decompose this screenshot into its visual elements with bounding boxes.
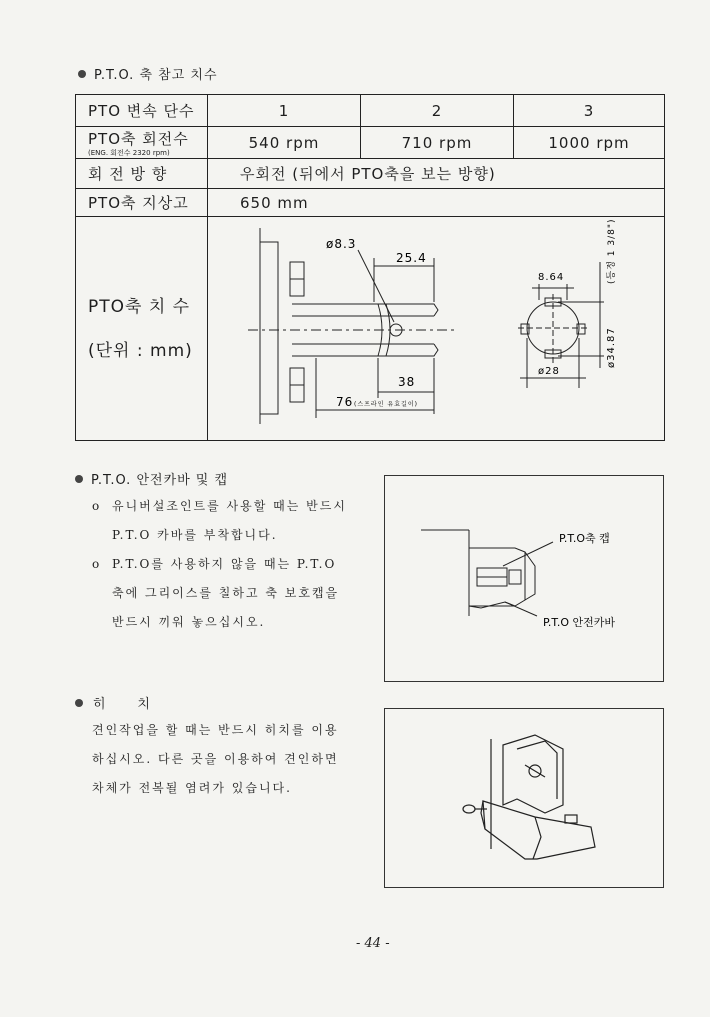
list-line: 유니버설조인트를 사용할 때는 반드시	[112, 499, 347, 513]
dim-25-4: 25.4	[396, 250, 427, 265]
dimensions-unit: (단위 : mm)	[88, 340, 193, 361]
list-line-cont: 축에 그리이스를 칠하고 축 보호캡을	[112, 586, 340, 600]
row-label-rpm	[76, 127, 208, 159]
safety-cover-list	[92, 492, 367, 637]
rpm-sublabel: (ENG. 회전수 2320 rpm)	[88, 149, 170, 157]
paragraph-line: 하십시오. 다른 곳을 이용하여 견인하면	[92, 752, 339, 766]
hitch-illustration	[385, 709, 663, 887]
list-item	[92, 492, 367, 521]
hitch-figure	[384, 708, 664, 888]
bullet-icon	[78, 70, 86, 78]
dim-pin-diameter: ø8.3	[326, 236, 357, 251]
row-label-speed-stages: PTO 변속 단수	[76, 95, 208, 127]
paragraph-line: 견인작업을 할 때는 반드시 히치를 이용	[92, 723, 339, 737]
dim-76-note: (스프라인 유효길이)	[354, 400, 418, 408]
dimensions-label: PTO축 치 수	[88, 296, 191, 317]
dim-8-64: 8.64	[538, 271, 565, 283]
label-pto-cap: P.T.O축 캡	[559, 532, 610, 545]
list-line: P.T.O를 사용하지 않을 때는 P.T.O	[112, 557, 337, 571]
rpm-label: PTO축 회전수	[88, 130, 189, 148]
list-line-cont: P.T.O 카바를 부착합니다.	[112, 528, 278, 542]
paragraph-line: 차체가 전복될 염려가 있습니다.	[92, 781, 292, 795]
cell-stage-3: 3	[514, 95, 665, 127]
bullet-icon	[75, 699, 83, 707]
cell-rpm-3: 1000 rpm	[514, 127, 665, 159]
page-number: - 44 -	[356, 936, 390, 951]
section-title-pto-dimensions: P.T.O. 축 참고 치수	[94, 68, 218, 83]
cell-stage-1: 1	[208, 95, 361, 127]
cell-direction: 우회전 (뒤에서 PTO축을 보는 방향)	[208, 159, 665, 189]
dim-38: 38	[398, 374, 416, 389]
bullet-icon	[75, 475, 83, 483]
cell-stage-2: 2	[361, 95, 514, 127]
hitch-paragraph	[92, 716, 367, 803]
row-label-dimensions	[76, 217, 208, 441]
pto-cover-figure	[384, 475, 664, 682]
row-label-direction: 회 전 방 향	[76, 159, 208, 189]
label-pto-cover: P.T.O 안전카바	[543, 616, 615, 629]
dim-76: 76	[336, 394, 354, 409]
list-marker: o	[92, 557, 102, 571]
section-title-safety-cover: P.T.O. 안전카바 및 캡	[91, 473, 229, 488]
list-marker: o	[92, 499, 102, 513]
cell-height: 650 mm	[208, 189, 665, 217]
dim-28: ø28	[538, 365, 560, 377]
pto-shaft-drawing	[208, 218, 664, 440]
dimension-drawing-cell	[208, 217, 665, 441]
pto-spec-table	[75, 94, 665, 441]
list-item	[92, 550, 367, 579]
dim-34-87: ø34.87	[606, 326, 617, 368]
list-line-cont: 반드시 끼워 놓으십시오.	[112, 615, 266, 629]
cell-rpm-2: 710 rpm	[361, 127, 514, 159]
section-title-hitch: 히 치	[93, 697, 151, 712]
pto-cover-illustration	[385, 476, 663, 681]
row-label-height: PTO축 지상고	[76, 189, 208, 217]
cell-rpm-1: 540 rpm	[208, 127, 361, 159]
dim-inch-note: (등정 1 3/8")	[607, 218, 617, 284]
